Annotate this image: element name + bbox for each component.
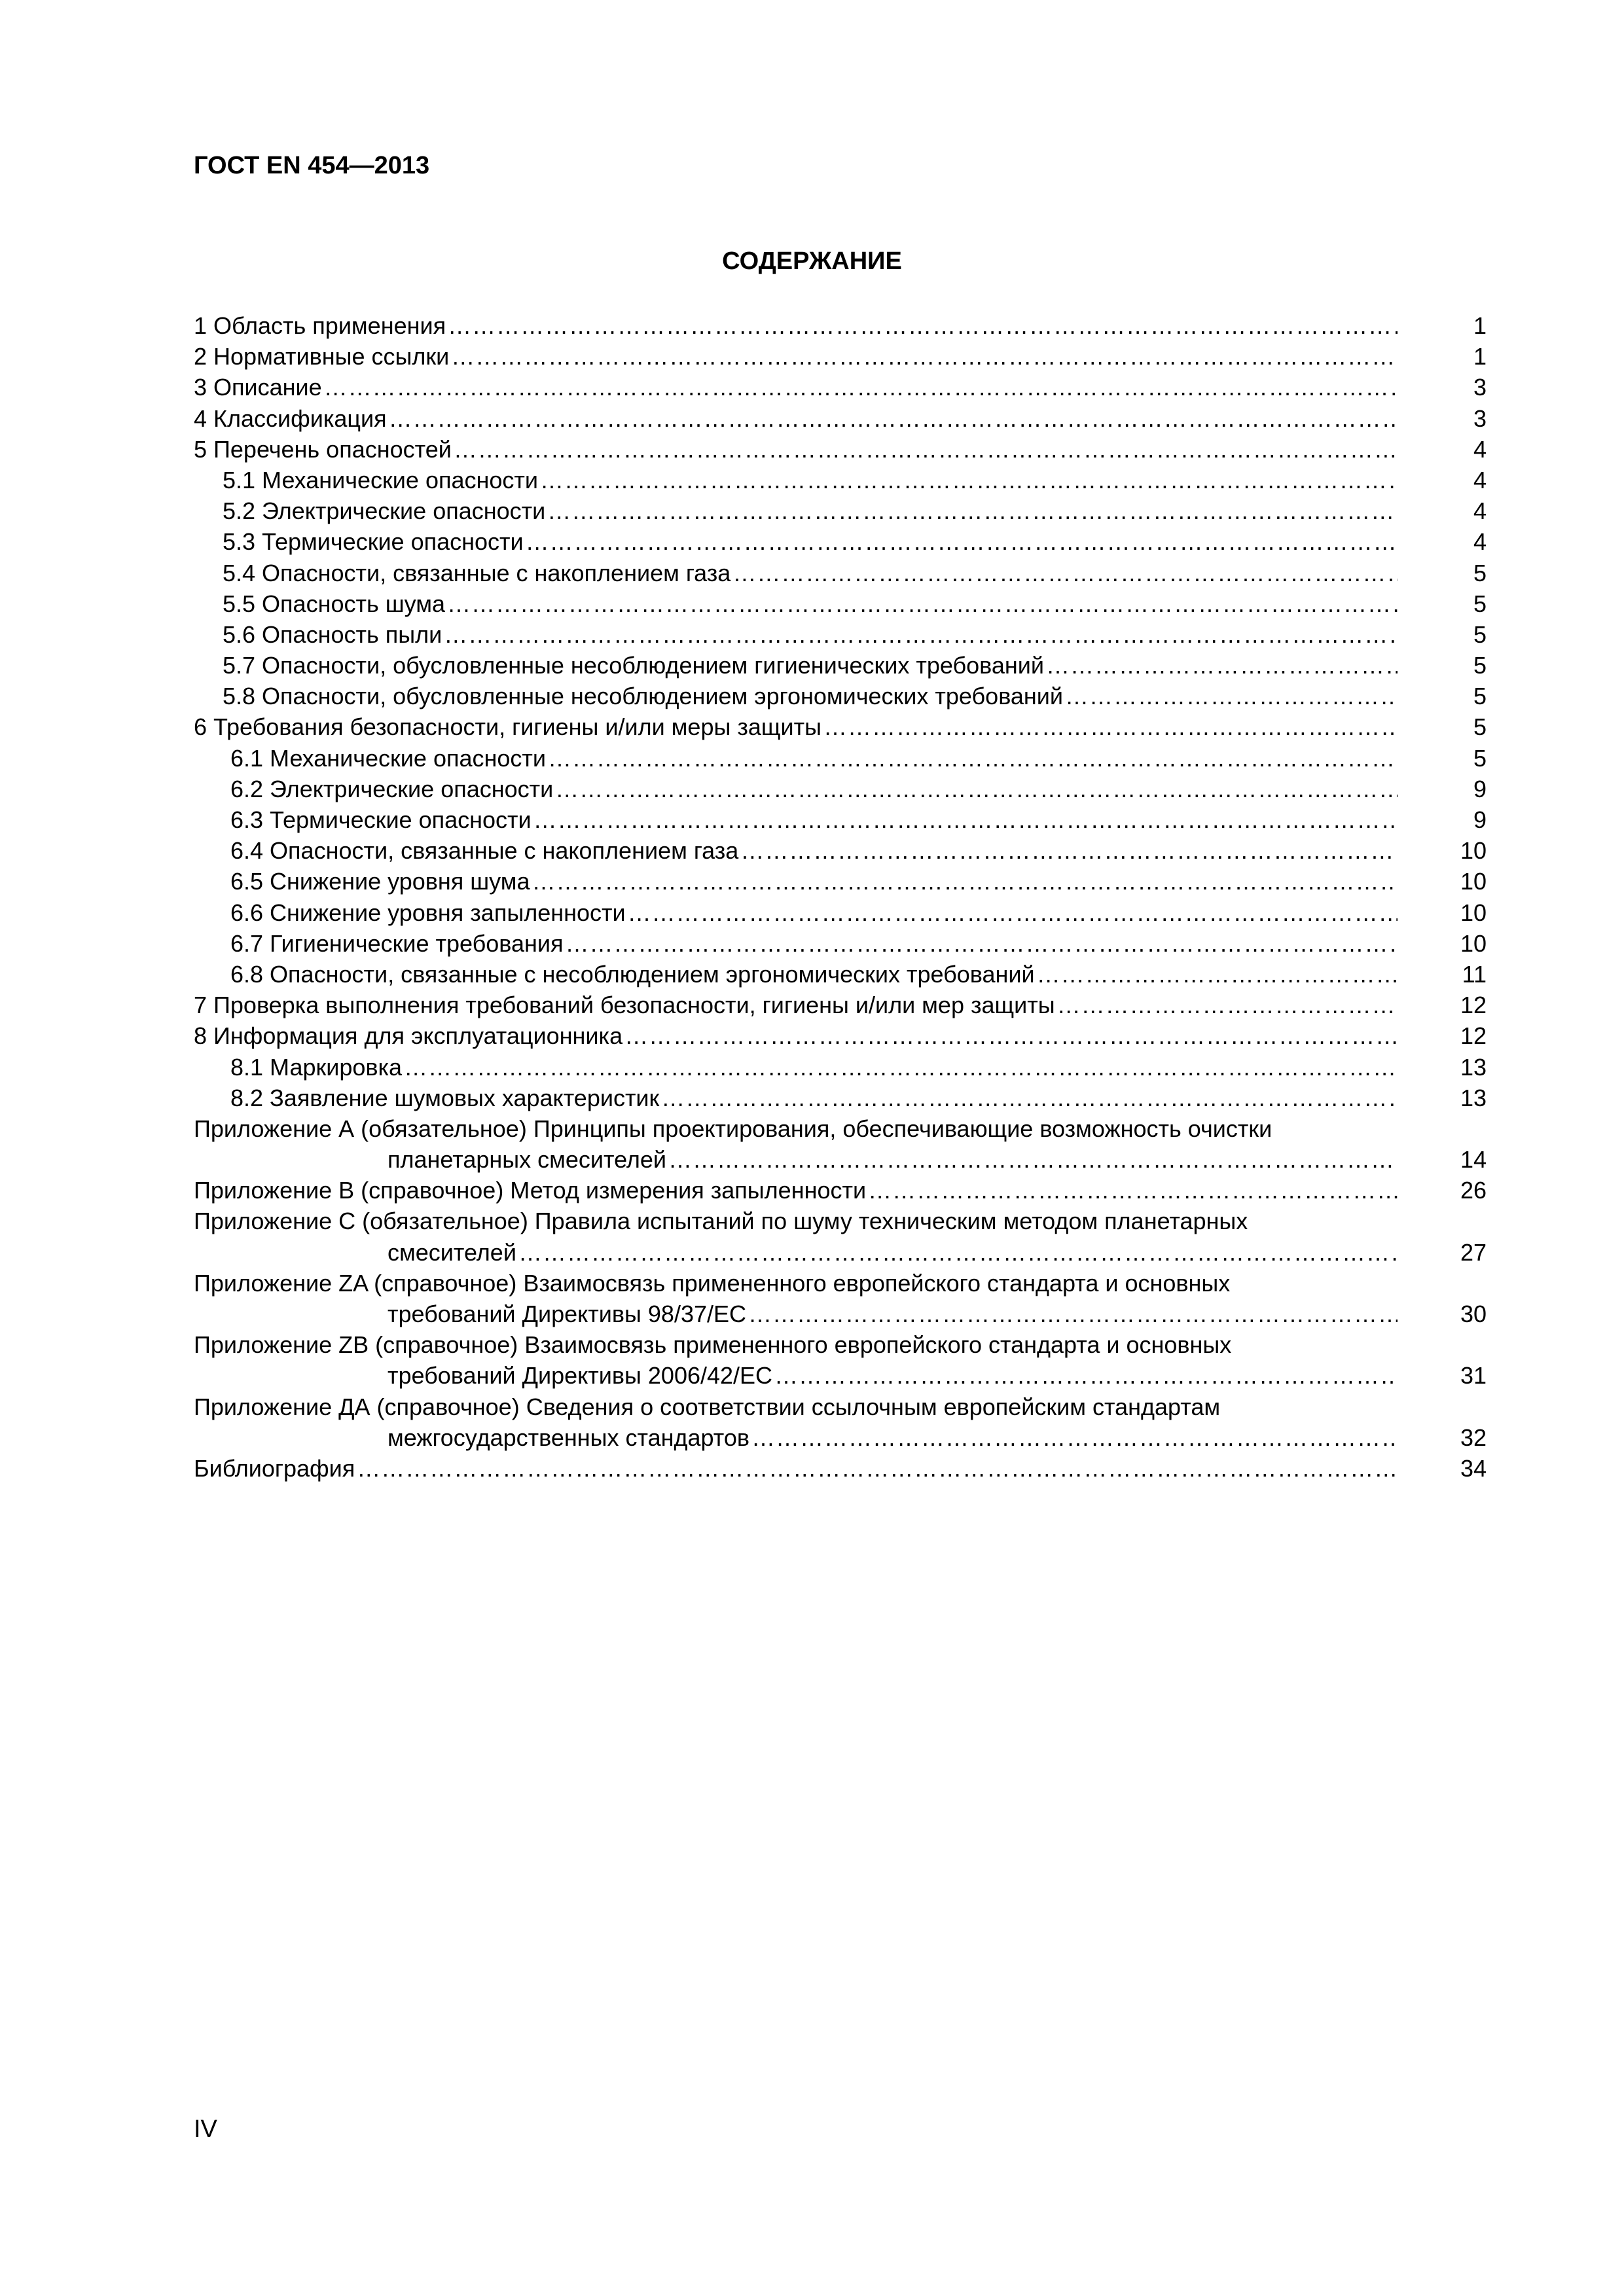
toc-entry-page: 4 bbox=[1473, 435, 1487, 463]
dot-leader bbox=[540, 465, 1398, 495]
dot-leader bbox=[823, 711, 1398, 742]
dot-leader bbox=[1057, 990, 1398, 1020]
toc-entry[interactable] bbox=[194, 835, 1487, 866]
dot-leader bbox=[740, 835, 1398, 866]
toc-entry-text: 5.1 Механические опасности bbox=[223, 466, 538, 493]
toc-entry-text: межгосударственных стандартов bbox=[388, 1424, 750, 1451]
toc-entry-text: Библиография bbox=[194, 1454, 355, 1482]
toc-entry-text: Приложение ZB (справочное) Взаимосвязь примененного европейского стандарта и основных bbox=[194, 1331, 1232, 1359]
toc-entry-page: 4 bbox=[1473, 497, 1487, 525]
toc-entry-page: 5 bbox=[1473, 744, 1487, 772]
toc-entry-annex-zb-cont[interactable] bbox=[194, 1360, 1487, 1391]
toc-entry-text: 8.2 Заявление шумовых характеристик bbox=[230, 1084, 660, 1111]
toc-entry-text: 6.3 Термические опасности bbox=[230, 806, 532, 833]
toc-entry-page: 5 bbox=[1473, 683, 1487, 710]
toc-entry-text: 5.5 Опасность шума bbox=[223, 590, 445, 617]
dot-leader bbox=[389, 403, 1398, 434]
toc-entry-text: 5.6 Опасность пыли bbox=[223, 620, 442, 648]
dot-leader bbox=[1065, 681, 1398, 711]
toc-entry-page: 14 bbox=[1460, 1146, 1487, 1174]
toc-entry-page: 9 bbox=[1473, 806, 1487, 833]
toc-entry-text: Приложение А (обязательное) Принципы проектирования, обеспечивающие возможность очистки bbox=[194, 1115, 1272, 1142]
dot-leader bbox=[748, 1299, 1398, 1329]
toc-entry-text: 6.8 Опасности, связанные с несоблюдением эргономических требований bbox=[230, 960, 1035, 988]
toc-entry-page: 5 bbox=[1473, 559, 1487, 586]
toc-entry-text: 2 Нормативные ссылки bbox=[194, 343, 450, 370]
toc-entry[interactable] bbox=[194, 681, 1487, 711]
dot-leader bbox=[624, 1020, 1398, 1051]
toc-entry-text: 6.2 Электрические опасности bbox=[230, 775, 554, 802]
dot-leader bbox=[444, 619, 1398, 650]
toc-entry-page: 5 bbox=[1473, 713, 1487, 741]
toc-entry-annex-a-cont[interactable] bbox=[194, 1144, 1487, 1175]
dot-leader bbox=[533, 804, 1398, 835]
dot-leader bbox=[732, 558, 1398, 588]
toc-entry[interactable] bbox=[194, 711, 1487, 742]
dot-leader bbox=[404, 1052, 1398, 1083]
toc-entry[interactable] bbox=[194, 1083, 1487, 1113]
toc-entry-text: 5.7 Опасности, обусловленные несоблюдением гигиенических требований bbox=[223, 652, 1045, 679]
toc-entry-page: 5 bbox=[1473, 620, 1487, 648]
toc-entry-text: 5.8 Опасности, обусловленные несоблюдением эргономических требований bbox=[223, 683, 1064, 710]
dot-leader bbox=[661, 1083, 1398, 1113]
dot-leader bbox=[555, 774, 1398, 804]
toc-entry[interactable] bbox=[194, 928, 1487, 959]
toc-entry-text: 6.1 Механические опасности bbox=[230, 744, 546, 772]
toc-entry[interactable] bbox=[194, 495, 1487, 526]
toc-entry-page: 26 bbox=[1460, 1177, 1487, 1204]
toc-entry-page: 31 bbox=[1460, 1362, 1487, 1390]
toc-entry-text: 5.4 Опасности, связанные с накоплением газа bbox=[223, 559, 731, 586]
dot-leader bbox=[451, 341, 1398, 372]
toc-entry[interactable] bbox=[194, 310, 1487, 341]
toc-entry-text: 6.5 Снижение уровня шума bbox=[230, 868, 530, 895]
toc-entry-page: 32 bbox=[1460, 1424, 1487, 1451]
toc-entry-page: 10 bbox=[1460, 868, 1487, 895]
toc-entry-annex-a[interactable] bbox=[194, 1113, 1487, 1144]
toc-entry[interactable] bbox=[194, 372, 1487, 403]
document-code-header: ГОСТ EN 454—2013 bbox=[194, 152, 430, 179]
page-number: IV bbox=[194, 2115, 217, 2143]
toc-entry-annex-da-cont[interactable] bbox=[194, 1422, 1487, 1453]
toc-entry-page: 1 bbox=[1473, 343, 1487, 370]
toc-entry-text: 6.7 Гигиенические требования bbox=[230, 929, 564, 957]
dot-leader bbox=[526, 526, 1398, 557]
toc-entry-text: 1 Область применения bbox=[194, 312, 446, 339]
table-of-contents bbox=[194, 310, 1487, 1484]
dot-leader bbox=[1037, 959, 1398, 990]
toc-entry-text: 5.3 Термические опасности bbox=[223, 528, 524, 556]
toc-entry-annex-za[interactable] bbox=[194, 1268, 1487, 1299]
toc-entry-page: 34 bbox=[1460, 1454, 1487, 1482]
toc-entry-page: 13 bbox=[1460, 1084, 1487, 1111]
toc-entry-page: 4 bbox=[1473, 528, 1487, 556]
toc-entry-text: 8 Информация для эксплуатационника bbox=[194, 1022, 623, 1050]
dot-leader bbox=[628, 897, 1398, 928]
toc-entry-annex-za-cont[interactable] bbox=[194, 1299, 1487, 1329]
toc-entry[interactable] bbox=[194, 434, 1487, 465]
dot-leader bbox=[518, 1237, 1398, 1268]
toc-entry-page: 12 bbox=[1460, 1022, 1487, 1050]
dot-leader bbox=[566, 928, 1398, 959]
toc-entry-text: 6.4 Опасности, связанные с накоплением газа bbox=[230, 837, 739, 865]
toc-entry-text: 4 Классификация bbox=[194, 404, 387, 432]
toc-entry-text: 6 Требования безопасности, гигиены и/или меры защиты bbox=[194, 713, 821, 741]
toc-entry[interactable] bbox=[194, 1052, 1487, 1083]
toc-entry[interactable] bbox=[194, 403, 1487, 434]
dot-leader bbox=[668, 1144, 1398, 1175]
toc-entry-text: 5 Перечень опасностей bbox=[194, 435, 452, 463]
toc-entry-page: 30 bbox=[1460, 1300, 1487, 1327]
toc-entry-text: планетарных смесителей bbox=[388, 1146, 667, 1174]
toc-entry-page: 5 bbox=[1473, 590, 1487, 617]
dot-leader bbox=[548, 743, 1398, 774]
toc-entry-text: 7 Проверка выполнения требований безопасности, гигиены и/или мер защиты bbox=[194, 992, 1055, 1019]
dot-leader bbox=[868, 1175, 1398, 1206]
dot-leader bbox=[324, 372, 1398, 403]
toc-entry-text: 8.1 Маркировка bbox=[230, 1053, 403, 1081]
toc-entry[interactable] bbox=[194, 1020, 1487, 1051]
toc-entry-page: 9 bbox=[1473, 775, 1487, 802]
toc-entry-text: Приложение С (обязательное) Правила испытаний по шуму техническим методом планетарных bbox=[194, 1208, 1248, 1235]
toc-entry-page: 1 bbox=[1473, 312, 1487, 339]
toc-entry-page: 11 bbox=[1462, 960, 1487, 988]
toc-entry-text: требований Директивы 2006/42/ЕС bbox=[388, 1362, 773, 1390]
toc-entry-page: 13 bbox=[1460, 1053, 1487, 1081]
toc-entry-annex-c[interactable] bbox=[194, 1206, 1487, 1236]
toc-entry[interactable] bbox=[194, 743, 1487, 774]
toc-entry[interactable] bbox=[194, 990, 1487, 1020]
toc-entry-page: 27 bbox=[1460, 1238, 1487, 1266]
toc-entry-text: 6.6 Снижение уровня запыленности bbox=[230, 899, 626, 926]
dot-leader bbox=[774, 1360, 1398, 1391]
toc-entry-text: Приложение ДА (справочное) Сведения о соответствии ссылочным европейским стандартам bbox=[194, 1393, 1221, 1420]
toc-entry[interactable] bbox=[194, 619, 1487, 650]
toc-entry-annex-c-cont[interactable] bbox=[194, 1237, 1487, 1268]
toc-entry-annex-da[interactable] bbox=[194, 1391, 1487, 1422]
dot-leader bbox=[547, 495, 1398, 526]
toc-entry-page: 10 bbox=[1460, 899, 1487, 926]
toc-entry-annex-b[interactable] bbox=[194, 1175, 1487, 1206]
toc-entry[interactable] bbox=[194, 804, 1487, 835]
toc-entry-page: 3 bbox=[1473, 404, 1487, 432]
dot-leader bbox=[751, 1422, 1398, 1453]
dot-leader bbox=[1046, 650, 1398, 681]
toc-entry-text: 5.2 Электрические опасности bbox=[223, 497, 546, 525]
toc-entry-bibliography[interactable] bbox=[194, 1453, 1487, 1484]
toc-entry-page: 4 bbox=[1473, 466, 1487, 493]
toc-entry[interactable] bbox=[194, 588, 1487, 619]
toc-entry-page: 10 bbox=[1460, 929, 1487, 957]
toc-entry[interactable] bbox=[194, 866, 1487, 897]
toc-entry[interactable] bbox=[194, 650, 1487, 681]
toc-entry-annex-zb[interactable] bbox=[194, 1329, 1487, 1360]
toc-entry-text: Приложение ZA (справочное) Взаимосвязь примененного европейского стандарта и основных bbox=[194, 1269, 1231, 1297]
toc-entry[interactable] bbox=[194, 465, 1487, 495]
toc-entry[interactable] bbox=[194, 558, 1487, 588]
dot-leader bbox=[447, 588, 1398, 619]
dot-leader bbox=[448, 310, 1398, 341]
toc-entry[interactable] bbox=[194, 774, 1487, 804]
toc-entry-page: 5 bbox=[1473, 652, 1487, 679]
toc-entry[interactable] bbox=[194, 526, 1487, 557]
dot-leader bbox=[454, 434, 1398, 465]
toc-entry-text: требований Директивы 98/37/ЕС bbox=[388, 1300, 746, 1327]
toc-title: СОДЕРЖАНИЕ bbox=[722, 247, 902, 275]
toc-entry[interactable] bbox=[194, 897, 1487, 928]
toc-entry-page: 3 bbox=[1473, 374, 1487, 401]
dot-leader bbox=[532, 866, 1398, 897]
toc-entry[interactable] bbox=[194, 959, 1487, 990]
toc-entry-text: 3 Описание bbox=[194, 374, 322, 401]
toc-entry-page: 12 bbox=[1460, 992, 1487, 1019]
toc-entry-page: 10 bbox=[1460, 837, 1487, 865]
dot-leader bbox=[357, 1453, 1398, 1484]
toc-entry-text: смесителей bbox=[388, 1238, 516, 1266]
toc-entry[interactable] bbox=[194, 341, 1487, 372]
toc-entry-text: Приложение В (справочное) Метод измерения запыленности bbox=[194, 1177, 867, 1204]
